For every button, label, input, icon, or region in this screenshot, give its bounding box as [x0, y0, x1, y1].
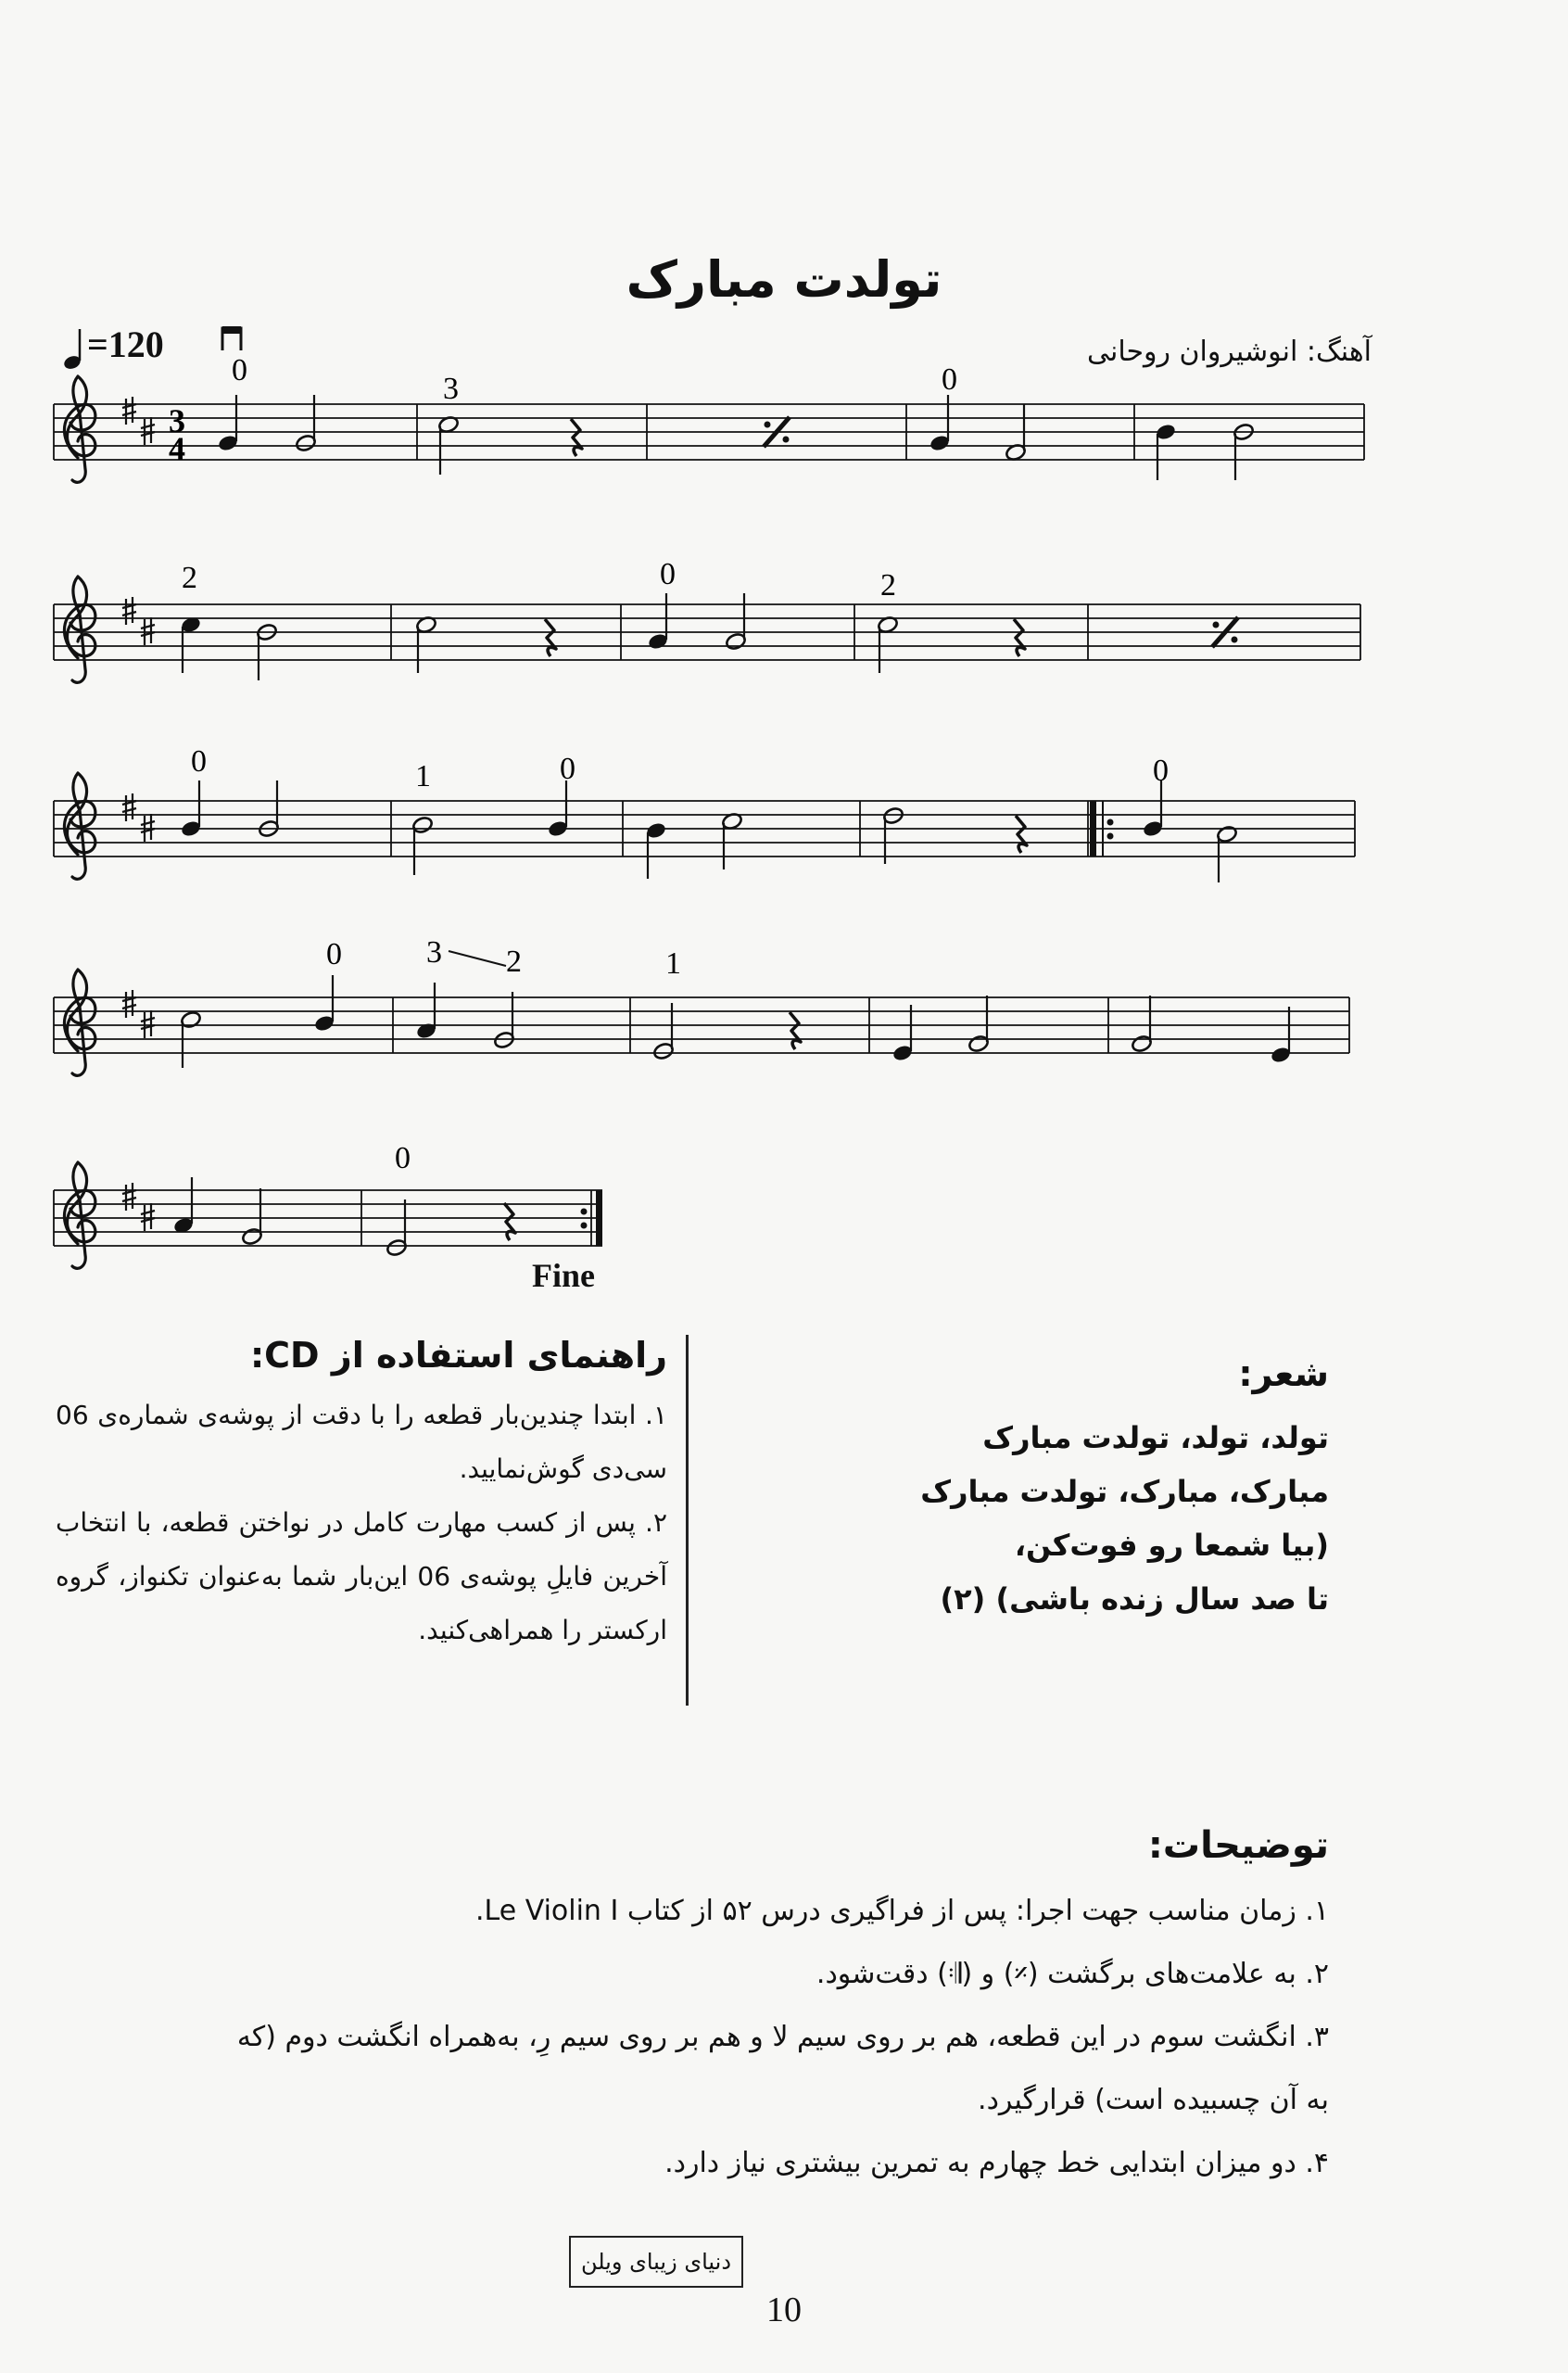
poem-title: شعر: — [1238, 1353, 1329, 1394]
fingering: 3 — [443, 372, 459, 406]
fingering: 0 — [191, 744, 207, 779]
fingering: 3 — [426, 935, 442, 970]
svg-text:4: 4 — [169, 430, 185, 467]
explanations — [226, 1824, 1329, 2195]
composer-credit: آهنگ: انوشیروان روحانی — [1086, 336, 1372, 368]
poem-line: مبارک، مبارک، تولدت مبارک — [920, 1474, 1329, 1509]
staff-line-4 — [54, 935, 1349, 1075]
explanation-item: ۲. به علامت‌های برگشت (𝄎) و (𝄇) دقت‌شود. — [816, 1958, 1329, 1990]
staff-line-5 — [54, 1141, 602, 1268]
book-title-box: دنیای زیبای ویلن — [569, 2236, 743, 2288]
fingering: 0 — [395, 1141, 411, 1175]
fingering: 2 — [880, 568, 896, 603]
fingering: 1 — [665, 946, 681, 981]
fingering: 0 — [1153, 754, 1169, 788]
staff-line-3 — [54, 744, 1355, 882]
explanation-item: ۳. انگشت سوم در این قطعه، هم بر روی سیم لا و هم بر روی سیم رِ، به‌همراه انگشت دوم (که به آن چسبیده است) قرار‌گیرد. — [236, 2021, 1329, 2116]
poem-line: (بیا شمعا رو فوت‌کن، — [1014, 1528, 1329, 1563]
cd-guide-item: ۱. ابتدا چندین‌بار قطعه را با دقت از پوشه‌ی شماره‌ی 06 سی‌دی گوش‌نمایید. — [56, 1400, 667, 1484]
poem-line: تولد، تولد، تولدت مبارک — [982, 1420, 1329, 1455]
fingering: 0 — [560, 752, 575, 786]
page-title: تولدت مبارک — [626, 250, 942, 309]
svg-text:3: 3 — [169, 402, 185, 439]
cd-guide-title: راهنمای استفاده از CD: — [249, 1335, 667, 1376]
fingering: 1 — [415, 759, 431, 793]
staff-line-1 — [54, 353, 1364, 482]
poem — [920, 1353, 1329, 1626]
staff-line-2 — [54, 557, 1360, 682]
explanations-title: توضیحات: — [1147, 1824, 1329, 1867]
page-number: 10 — [766, 2291, 802, 2329]
fingering: 0 — [326, 937, 342, 971]
fine-marking: Fine — [532, 1257, 595, 1294]
tempo-value: =120 — [87, 324, 164, 365]
explanation-item: ۱. زمان مناسب جهت اجرا: پس از فراگیری درس ۵۲ از کتاب Le Violin I. — [474, 1895, 1329, 1927]
treble-clef-icon — [64, 376, 95, 482]
fingering: 2 — [182, 561, 197, 595]
poem-line: تا صد سال زنده باشی) (۲) — [940, 1581, 1329, 1617]
fingering: 0 — [232, 353, 247, 387]
fingering: 2 — [506, 945, 522, 979]
fingering: 0 — [660, 557, 676, 591]
fingering: 0 — [942, 362, 957, 397]
cd-guide — [56, 1335, 689, 1706]
cd-guide-item: ۲. پس از کسب مهارت کامل در نواختن قطعه، با انتخاب آخرین فایلِ پوشه‌ی 06 این‌بار شما به‌عنوان تکنواز، گروه ارکستر را همراهی‌کنید. — [56, 1507, 667, 1645]
explanation-item: ۴. دو میزان ابتدایی خط چهارم به تمرین بیشتری نیاز دارد. — [664, 2147, 1329, 2179]
